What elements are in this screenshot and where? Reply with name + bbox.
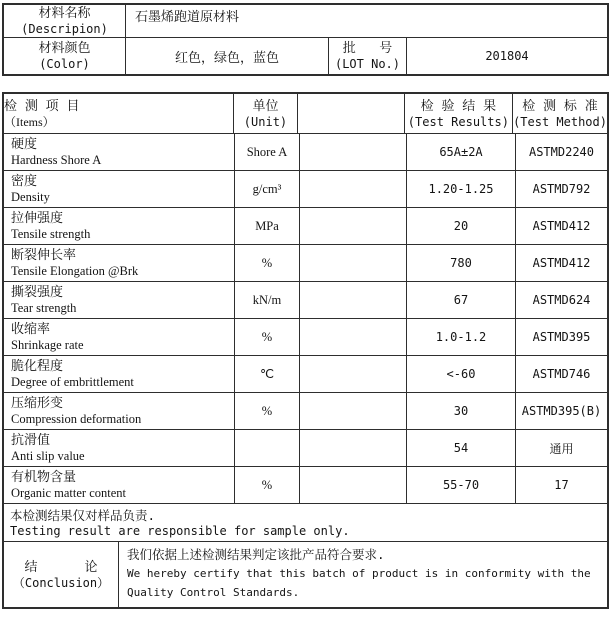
disclaimer-cn: 本检测结果仅对样品负责. — [10, 507, 156, 523]
empty-cell — [299, 134, 406, 170]
method-cell: 通用 — [515, 430, 607, 466]
item-name-en: Degree of embrittlement — [11, 375, 134, 389]
method-cell: ASTMD395 — [515, 319, 607, 355]
material-color-row — [4, 37, 607, 74]
item-name-cn: 断裂伸长率 — [11, 248, 77, 263]
test-table-row-shrinkage — [4, 318, 607, 355]
empty-cell — [299, 430, 406, 466]
disclaimer-row — [4, 503, 607, 541]
item-name-cn: 脆化程度 — [11, 359, 64, 374]
test-results-table — [2, 92, 609, 609]
empty-cell — [299, 319, 406, 355]
method-cell: ASTMD395(B) — [515, 393, 607, 429]
unit-cell: % — [234, 245, 299, 281]
result-cell: 20 — [406, 208, 515, 244]
unit-cell — [234, 430, 299, 466]
method-cell: ASTMD412 — [515, 208, 607, 244]
unit-cell: % — [234, 393, 299, 429]
unit-cell: g/cm³ — [234, 171, 299, 207]
item-name-en: Compression deformation — [11, 412, 142, 426]
item-name-cn: 密度 — [11, 174, 38, 189]
method-header-cell — [512, 94, 607, 133]
material-color-label-en: (Color) — [39, 57, 90, 71]
result-cell: 30 — [406, 393, 515, 429]
result-cell: <-60 — [406, 356, 515, 392]
unit-cell: kN/m — [234, 282, 299, 318]
test-table-header-row — [4, 94, 607, 133]
unit-cell: ℃ — [234, 356, 299, 392]
method-cell: ASTMD792 — [515, 171, 607, 207]
results-header-cell — [404, 94, 512, 133]
unit-cell: % — [234, 319, 299, 355]
method-cell: ASTMD412 — [515, 245, 607, 281]
item-name-cell — [4, 430, 234, 466]
item-name-cell — [4, 356, 234, 392]
test-table-row-anti-slip — [4, 429, 607, 466]
item-name-cn: 拉伸强度 — [11, 211, 64, 226]
test-table-row-compression — [4, 392, 607, 429]
result-cell: 67 — [406, 282, 515, 318]
result-cell: 54 — [406, 430, 515, 466]
disclaimer-cell — [4, 504, 607, 541]
method-cell: 17 — [515, 467, 607, 503]
item-name-cell — [4, 208, 234, 244]
results-header-en: (Test Results) — [407, 114, 509, 129]
material-name-row — [4, 5, 607, 37]
item-name-en: Tensile strength — [11, 227, 91, 241]
item-name-en: Density — [11, 190, 50, 204]
material-info-table — [2, 3, 609, 76]
unit-header-en: (Unit) — [243, 114, 288, 129]
item-name-cn: 压缩形变 — [11, 396, 64, 411]
method-cell: ASTMD624 — [515, 282, 607, 318]
conclusion-text-cell — [118, 542, 607, 607]
unit-cell: MPa — [234, 208, 299, 244]
item-name-cn: 有机物含量 — [11, 470, 77, 485]
item-name-en: Tensile Elongation @Brk — [11, 264, 139, 278]
unit-cell: Shore A — [234, 134, 299, 170]
items-header-cn: 检 测 项 目 — [4, 98, 80, 114]
item-name-cell — [4, 393, 234, 429]
lot-number-value: 201804 — [406, 38, 607, 74]
conclusion-row — [4, 541, 607, 607]
result-cell: 1.20-1.25 — [406, 171, 515, 207]
unit-header-cn: 单位 — [252, 98, 279, 114]
test-table-row-hardness — [4, 133, 607, 170]
material-name-label-en: (Descripion) — [21, 22, 108, 36]
material-color-value: 红色，绿色，蓝色 — [125, 38, 328, 74]
test-table-row-tensile-strength — [4, 207, 607, 244]
test-table-row-density — [4, 170, 607, 207]
empty-cell — [299, 282, 406, 318]
conclusion-text-cn: 我们依据上述检测结果判定该批产品符合要求. — [127, 547, 385, 562]
test-table-row-tear-strength — [4, 281, 607, 318]
item-name-en: Tear strength — [11, 301, 77, 315]
conclusion-label-cn: 结 论 — [24, 559, 98, 575]
method-cell: ASTMD746 — [515, 356, 607, 392]
disclaimer-en: Testing result are responsible for sample only. — [10, 523, 350, 538]
material-name-label-cn: 材料名称 — [38, 6, 91, 21]
result-cell: 65A±2A — [406, 134, 515, 170]
results-header-cn: 检 验 结 果 — [420, 98, 497, 114]
material-name-label-cell — [4, 5, 125, 37]
conclusion-label-en: （Conclusion） — [12, 575, 110, 590]
item-name-en: Hardness Shore A — [11, 153, 102, 167]
item-name-cn: 撕裂强度 — [11, 285, 64, 300]
empty-cell — [299, 245, 406, 281]
result-cell: 1.0-1.2 — [406, 319, 515, 355]
item-name-cell — [4, 467, 234, 503]
test-table-row-elongation — [4, 244, 607, 281]
item-name-en: Shrinkage rate — [11, 338, 84, 352]
empty-cell — [299, 393, 406, 429]
method-header-cn: 检 测 标 准 — [522, 98, 598, 114]
unit-cell: % — [234, 467, 299, 503]
item-name-cn: 硬度 — [11, 137, 38, 152]
empty-cell — [299, 171, 406, 207]
item-name-cell — [4, 245, 234, 281]
items-header-en: （Items） — [4, 114, 55, 129]
empty-cell — [299, 356, 406, 392]
item-name-cell — [4, 171, 234, 207]
lot-number-label-cn: 批 号 — [342, 41, 393, 56]
empty-cell — [299, 467, 406, 503]
result-cell: 780 — [406, 245, 515, 281]
item-name-en: Organic matter content — [11, 486, 127, 500]
lot-number-label-cell — [328, 38, 406, 74]
item-name-cell — [4, 134, 234, 170]
empty-header-cell — [297, 94, 403, 133]
material-color-label-cn: 材料颜色 — [38, 41, 91, 56]
material-name-value: 石墨烯跑道原材料 — [125, 5, 607, 37]
item-name-cn: 抗滑值 — [11, 433, 51, 448]
test-table-row-embrittlement — [4, 355, 607, 392]
lot-number-label-en: (LOT No.) — [334, 57, 401, 71]
items-header-cell — [4, 94, 233, 133]
empty-cell — [299, 208, 406, 244]
material-color-label-cell — [4, 38, 125, 74]
method-cell: ASTMD2240 — [515, 134, 607, 170]
method-header-en: (Test Method) — [513, 114, 607, 129]
conclusion-label-cell — [4, 542, 118, 607]
item-name-cell — [4, 319, 234, 355]
result-cell: 55-70 — [406, 467, 515, 503]
item-name-en: Anti slip value — [11, 449, 85, 463]
conclusion-text-en: We hereby certify that this batch of product is in conformity with the Quality Control Standards. — [127, 567, 591, 599]
unit-header-cell — [233, 94, 298, 133]
item-name-cn: 收缩率 — [11, 322, 51, 337]
test-table-row-organic-content — [4, 466, 607, 503]
item-name-cell — [4, 282, 234, 318]
